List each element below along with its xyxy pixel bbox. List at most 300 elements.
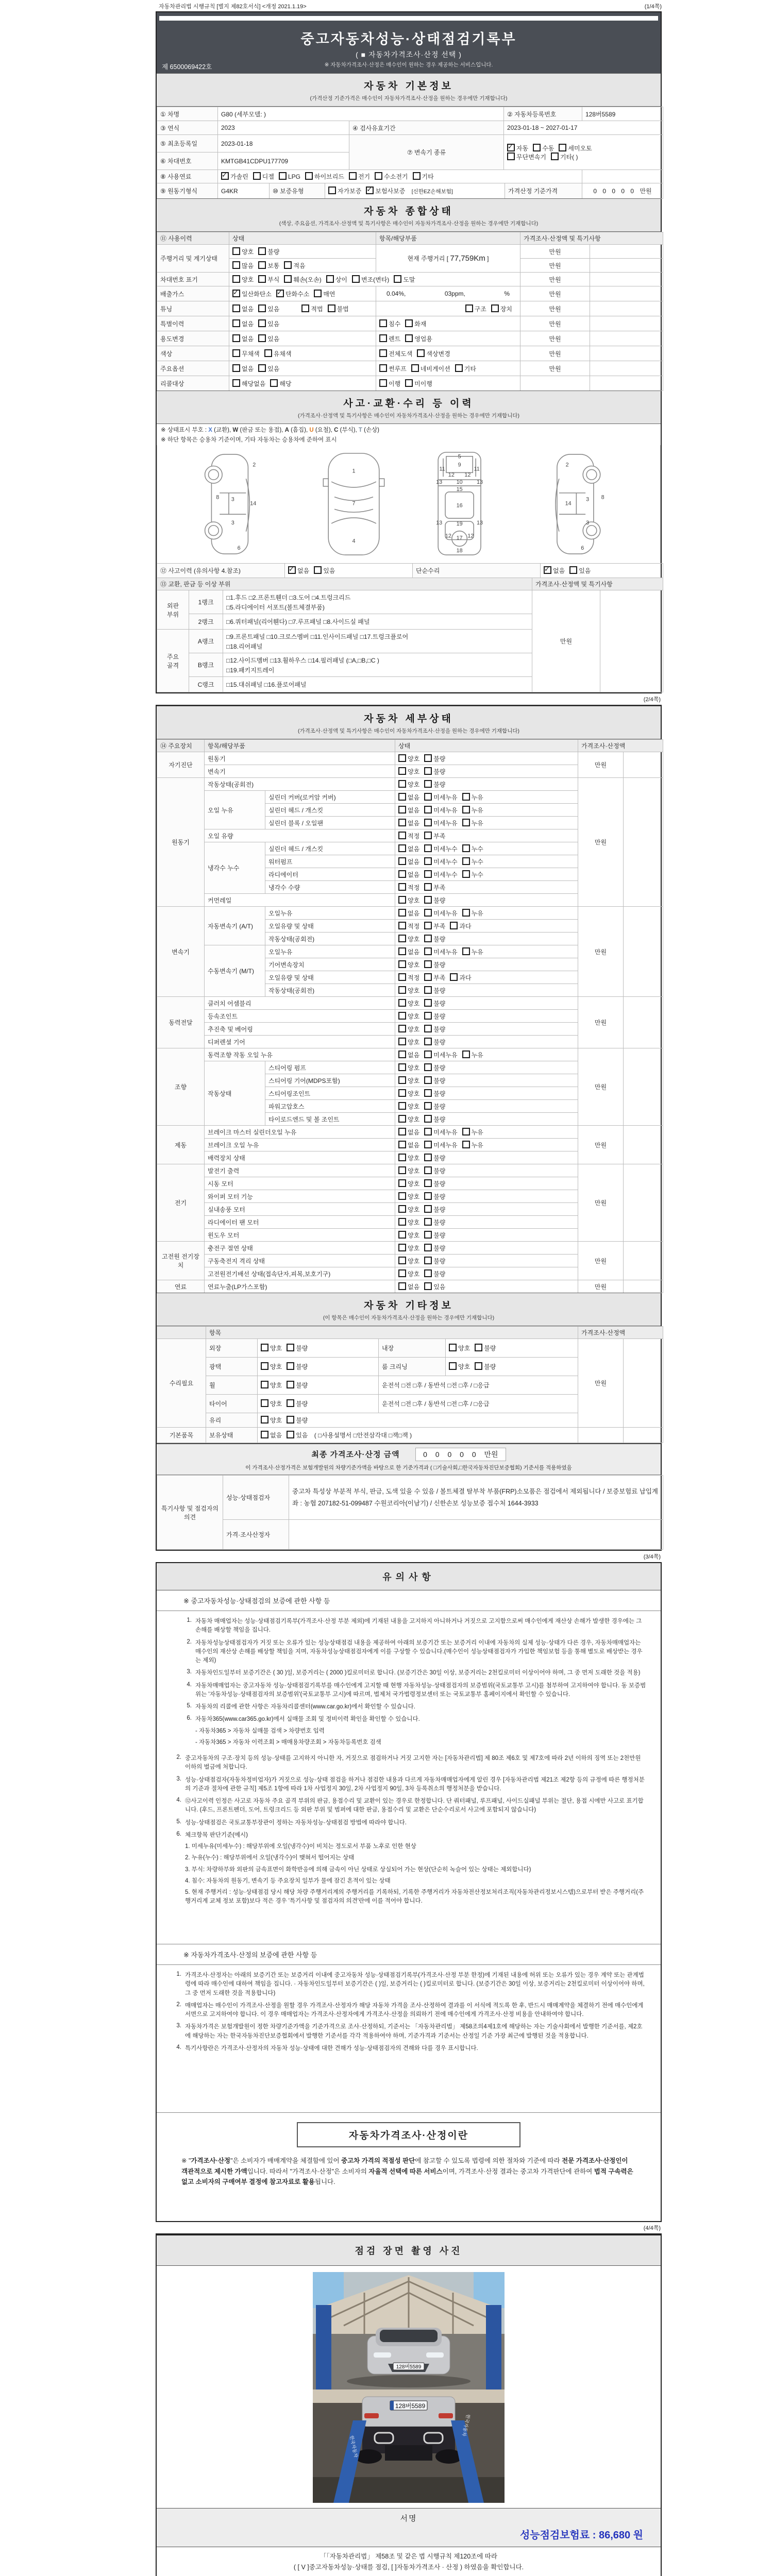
checkbox-icon[interactable] — [475, 1344, 482, 1351]
checkbox-option[interactable] — [424, 1102, 445, 1111]
checkbox-option[interactable] — [398, 1179, 419, 1188]
checkbox-icon[interactable] — [533, 144, 541, 151]
checkbox-option[interactable] — [232, 304, 254, 313]
checkbox-option[interactable] — [424, 819, 457, 827]
checkbox-icon[interactable] — [287, 1416, 294, 1423]
checkbox-option[interactable] — [287, 1431, 308, 1439]
checkbox-icon[interactable] — [379, 349, 387, 357]
checkbox-option[interactable] — [424, 935, 445, 943]
checkbox-option[interactable] — [455, 364, 476, 373]
checkbox-option[interactable] — [424, 922, 445, 930]
checkbox-icon[interactable] — [417, 349, 425, 357]
checkbox-option[interactable] — [232, 290, 272, 298]
checkbox-option[interactable] — [287, 1362, 308, 1371]
checkbox-icon[interactable] — [314, 566, 322, 574]
checkbox-option[interactable] — [398, 986, 419, 995]
checkbox-option[interactable] — [424, 793, 457, 802]
checkbox-option[interactable] — [398, 1218, 419, 1227]
checked-checkbox-icon[interactable] — [507, 144, 515, 151]
checkbox-option[interactable] — [424, 1115, 445, 1124]
checkbox-icon[interactable] — [264, 349, 272, 357]
checkbox-option[interactable] — [232, 275, 254, 284]
checkbox-option[interactable] — [424, 806, 457, 815]
checkbox-icon[interactable] — [379, 319, 387, 327]
checkbox-icon[interactable] — [424, 1179, 432, 1187]
checkbox-icon[interactable] — [258, 319, 266, 327]
checkbox-option[interactable] — [507, 144, 528, 152]
checkbox-icon[interactable] — [405, 379, 413, 387]
checkbox-option[interactable] — [398, 793, 419, 802]
checkbox-icon[interactable] — [424, 1128, 432, 1136]
checkbox-icon[interactable] — [379, 334, 387, 342]
checkbox-option[interactable] — [398, 1115, 419, 1124]
checkbox-option[interactable] — [413, 172, 434, 181]
checkbox-icon[interactable] — [379, 379, 387, 387]
checkbox-option[interactable] — [544, 566, 565, 575]
checkbox-icon[interactable] — [424, 1205, 432, 1213]
checkbox-icon[interactable] — [398, 1115, 406, 1123]
checkbox-icon[interactable] — [424, 999, 432, 1007]
checkbox-icon[interactable] — [232, 247, 240, 255]
checkbox-icon[interactable] — [398, 819, 406, 826]
checkbox-icon[interactable] — [232, 319, 240, 327]
checkbox-icon[interactable] — [424, 767, 432, 775]
checkbox-icon[interactable] — [398, 1257, 406, 1264]
checkbox-option[interactable] — [398, 1141, 419, 1149]
checkbox-option[interactable] — [398, 806, 419, 815]
checkbox-icon[interactable] — [424, 960, 432, 968]
checkbox-icon[interactable] — [398, 793, 406, 801]
checkbox-icon[interactable] — [424, 896, 432, 904]
checkbox-icon[interactable] — [398, 857, 406, 865]
checkbox-option[interactable] — [261, 1399, 282, 1408]
checkbox-icon[interactable] — [398, 1231, 406, 1239]
checkbox-option[interactable] — [398, 1025, 419, 1033]
checkbox-icon[interactable] — [424, 1269, 432, 1277]
checkbox-option[interactable] — [394, 275, 415, 284]
checkbox-icon[interactable] — [424, 1050, 432, 1058]
checkbox-icon[interactable] — [261, 1344, 268, 1351]
checkbox-icon[interactable] — [551, 152, 559, 160]
checkbox-icon[interactable] — [398, 754, 406, 762]
checkbox-icon[interactable] — [405, 334, 413, 342]
checkbox-icon[interactable] — [232, 334, 240, 342]
checkbox-icon[interactable] — [424, 909, 432, 917]
checkbox-icon[interactable] — [491, 304, 499, 312]
checkbox-option[interactable] — [398, 767, 419, 776]
checkbox-option[interactable] — [424, 1076, 445, 1085]
checkbox-option[interactable] — [326, 275, 347, 284]
checkbox-option[interactable] — [276, 290, 309, 298]
checkbox-option[interactable] — [424, 1141, 457, 1149]
checkbox-option[interactable] — [398, 1089, 419, 1098]
checkbox-icon[interactable] — [462, 1128, 470, 1136]
checkbox-option[interactable] — [258, 261, 279, 270]
checkbox-option[interactable] — [258, 304, 279, 313]
checkbox-option[interactable] — [232, 349, 260, 358]
checkbox-icon[interactable] — [424, 1012, 432, 1020]
checkbox-icon[interactable] — [232, 304, 240, 312]
checkbox-option[interactable] — [379, 364, 407, 373]
checkbox-option[interactable] — [424, 1063, 445, 1072]
checkbox-option[interactable] — [398, 935, 419, 943]
checkbox-icon[interactable] — [398, 1076, 406, 1084]
checkbox-option[interactable] — [232, 319, 254, 328]
checkbox-icon[interactable] — [424, 947, 432, 955]
checkbox-option[interactable] — [398, 973, 419, 982]
checkbox-icon[interactable] — [398, 922, 406, 929]
checkbox-icon[interactable] — [328, 187, 336, 194]
checkbox-option[interactable] — [398, 1269, 419, 1278]
checkbox-option[interactable] — [462, 857, 483, 866]
checkbox-icon[interactable] — [305, 172, 313, 180]
checkbox-option[interactable] — [424, 1050, 457, 1059]
checkbox-option[interactable] — [349, 172, 370, 181]
checkbox-option[interactable] — [279, 172, 300, 180]
checkbox-option[interactable] — [462, 909, 483, 918]
checkbox-icon[interactable] — [462, 844, 470, 852]
checkbox-option[interactable] — [398, 1166, 419, 1175]
checkbox-option[interactable] — [398, 1205, 419, 1214]
checkbox-icon[interactable] — [398, 909, 406, 917]
checkbox-icon[interactable] — [270, 379, 278, 387]
checkbox-option[interactable] — [417, 349, 450, 358]
checkbox-option[interactable] — [424, 844, 457, 853]
checkbox-option[interactable] — [258, 247, 279, 256]
checkbox-option[interactable] — [232, 364, 254, 373]
checkbox-option[interactable] — [314, 566, 335, 575]
checkbox-option[interactable] — [424, 780, 445, 789]
checkbox-icon[interactable] — [424, 844, 432, 852]
checkbox-option[interactable] — [352, 275, 389, 284]
checkbox-icon[interactable] — [424, 806, 432, 814]
checkbox-icon[interactable] — [284, 261, 292, 269]
checkbox-icon[interactable] — [424, 1089, 432, 1097]
checkbox-icon[interactable] — [398, 1269, 406, 1277]
checkbox-icon[interactable] — [424, 1166, 432, 1174]
checkbox-option[interactable] — [424, 1154, 445, 1162]
checkbox-icon[interactable] — [398, 844, 406, 852]
checkbox-icon[interactable] — [424, 1076, 432, 1084]
checkbox-icon[interactable] — [398, 1012, 406, 1020]
checkbox-option[interactable] — [398, 819, 419, 827]
checkbox-icon[interactable] — [253, 172, 261, 180]
checkbox-option[interactable] — [398, 1231, 419, 1240]
checkbox-option[interactable] — [424, 909, 457, 918]
checkbox-option[interactable] — [398, 896, 419, 905]
checkbox-icon[interactable] — [394, 275, 401, 283]
checkbox-option[interactable] — [232, 334, 254, 343]
checkbox-option[interactable] — [398, 754, 419, 763]
checkbox-icon[interactable] — [424, 1192, 432, 1200]
checkbox-icon[interactable] — [424, 857, 432, 865]
checked-checkbox-icon[interactable] — [221, 172, 229, 180]
checkbox-icon[interactable] — [398, 1244, 406, 1251]
checkbox-option[interactable] — [398, 832, 419, 840]
checkbox-icon[interactable] — [314, 290, 322, 297]
checkbox-option[interactable] — [270, 379, 291, 388]
checkbox-option[interactable] — [232, 261, 254, 270]
checkbox-icon[interactable] — [462, 819, 470, 826]
checkbox-option[interactable] — [449, 1362, 470, 1371]
checkbox-option[interactable] — [424, 947, 457, 956]
checkbox-option[interactable] — [379, 334, 400, 343]
checkbox-option[interactable] — [258, 275, 279, 284]
checkbox-icon[interactable] — [424, 1218, 432, 1226]
checkbox-icon[interactable] — [398, 870, 406, 878]
checkbox-option[interactable] — [398, 909, 419, 918]
checkbox-option[interactable] — [314, 290, 335, 298]
checkbox-icon[interactable] — [398, 1205, 406, 1213]
checkbox-option[interactable] — [533, 144, 554, 152]
checkbox-icon[interactable] — [232, 275, 240, 283]
checkbox-option[interactable] — [405, 334, 432, 343]
checkbox-icon[interactable] — [424, 1282, 432, 1290]
checkbox-icon[interactable] — [287, 1431, 294, 1438]
checkbox-icon[interactable] — [261, 1399, 268, 1407]
checkbox-option[interactable] — [424, 1231, 445, 1240]
checkbox-icon[interactable] — [284, 275, 292, 283]
checkbox-icon[interactable] — [398, 806, 406, 814]
checkbox-option[interactable] — [264, 349, 292, 358]
checkbox-option[interactable] — [450, 973, 471, 982]
checkbox-icon[interactable] — [449, 1344, 457, 1351]
checkbox-option[interactable] — [462, 844, 483, 853]
checkbox-option[interactable] — [424, 1192, 445, 1201]
checkbox-icon[interactable] — [462, 909, 470, 917]
checkbox-icon[interactable] — [261, 1362, 268, 1370]
checkbox-option[interactable] — [569, 566, 591, 575]
checkbox-option[interactable] — [424, 1025, 445, 1033]
checkbox-icon[interactable] — [424, 1154, 432, 1161]
checkbox-icon[interactable] — [398, 1128, 406, 1136]
checkbox-option[interactable] — [424, 767, 445, 776]
checkbox-option[interactable] — [398, 780, 419, 789]
checkbox-icon[interactable] — [398, 999, 406, 1007]
checkbox-icon[interactable] — [475, 1362, 482, 1370]
checkbox-icon[interactable] — [424, 1038, 432, 1045]
checkbox-option[interactable] — [398, 1257, 419, 1265]
checkbox-option[interactable] — [379, 319, 400, 328]
checkbox-icon[interactable] — [424, 986, 432, 994]
checkbox-icon[interactable] — [424, 870, 432, 878]
checkbox-option[interactable] — [462, 870, 483, 879]
checkbox-icon[interactable] — [398, 947, 406, 955]
checkbox-icon[interactable] — [455, 364, 463, 372]
checkbox-option[interactable] — [398, 1282, 419, 1291]
checkbox-icon[interactable] — [398, 1282, 406, 1290]
checkbox-option[interactable] — [424, 1205, 445, 1214]
checked-checkbox-icon[interactable] — [288, 566, 296, 574]
checkbox-option[interactable] — [261, 1416, 282, 1425]
checkbox-option[interactable] — [288, 566, 309, 575]
checkbox-icon[interactable] — [301, 304, 309, 312]
checkbox-option[interactable] — [398, 883, 419, 892]
checkbox-icon[interactable] — [398, 780, 406, 788]
checkbox-option[interactable] — [232, 247, 254, 256]
checkbox-icon[interactable] — [424, 793, 432, 801]
checkbox-option[interactable] — [424, 870, 457, 879]
checkbox-option[interactable] — [379, 349, 412, 358]
checkbox-icon[interactable] — [424, 1231, 432, 1239]
checkbox-option[interactable] — [424, 960, 445, 969]
checkbox-icon[interactable] — [232, 379, 240, 387]
checkbox-icon[interactable] — [424, 754, 432, 762]
checkbox-icon[interactable] — [232, 261, 240, 269]
checkbox-option[interactable] — [301, 304, 323, 313]
checkbox-icon[interactable] — [258, 261, 266, 269]
checkbox-option[interactable] — [424, 1179, 445, 1188]
checkbox-option[interactable] — [398, 947, 419, 956]
checkbox-option[interactable] — [398, 1038, 419, 1046]
checkbox-option[interactable] — [424, 1218, 445, 1227]
checked-checkbox-icon[interactable] — [276, 290, 284, 297]
checkbox-option[interactable] — [398, 1102, 419, 1111]
checkbox-option[interactable] — [559, 144, 592, 152]
checkbox-option[interactable] — [398, 1192, 419, 1201]
checkbox-option[interactable] — [462, 1050, 483, 1059]
checkbox-option[interactable] — [450, 922, 471, 930]
checkbox-option[interactable] — [398, 857, 419, 866]
checkbox-option[interactable] — [462, 793, 483, 802]
checkbox-icon[interactable] — [258, 334, 266, 342]
checkbox-icon[interactable] — [398, 832, 406, 839]
checkbox-option[interactable] — [398, 1063, 419, 1072]
checkbox-icon[interactable] — [424, 1244, 432, 1251]
checkbox-icon[interactable] — [261, 1381, 268, 1388]
checkbox-option[interactable] — [475, 1344, 496, 1352]
checkbox-icon[interactable] — [287, 1344, 294, 1351]
checkbox-option[interactable] — [424, 857, 457, 866]
checkbox-option[interactable] — [305, 172, 344, 181]
checkbox-option[interactable] — [551, 152, 578, 161]
checkbox-icon[interactable] — [232, 364, 240, 372]
checkbox-option[interactable] — [328, 304, 349, 313]
checkbox-option[interactable] — [398, 1076, 419, 1085]
checkbox-icon[interactable] — [465, 304, 473, 312]
checkbox-option[interactable] — [398, 1012, 419, 1021]
checkbox-icon[interactable] — [398, 1218, 406, 1226]
checkbox-option[interactable] — [424, 1166, 445, 1175]
checkbox-option[interactable] — [424, 1244, 445, 1252]
checkbox-icon[interactable] — [379, 364, 387, 372]
checkbox-option[interactable] — [287, 1344, 308, 1352]
checkbox-option[interactable] — [398, 1050, 419, 1059]
checkbox-icon[interactable] — [398, 1038, 406, 1045]
checkbox-option[interactable] — [284, 261, 305, 270]
checkbox-icon[interactable] — [398, 1154, 406, 1161]
checkbox-option[interactable] — [284, 275, 321, 284]
checkbox-option[interactable] — [462, 819, 483, 827]
checkbox-option[interactable] — [221, 172, 248, 181]
checkbox-icon[interactable] — [424, 935, 432, 942]
checkbox-option[interactable] — [287, 1416, 308, 1425]
checkbox-option[interactable] — [258, 364, 279, 373]
checkbox-icon[interactable] — [328, 304, 335, 312]
checkbox-option[interactable] — [398, 1244, 419, 1252]
checkbox-icon[interactable] — [462, 870, 470, 878]
checkbox-option[interactable] — [462, 1141, 483, 1149]
checkbox-option[interactable] — [287, 1381, 308, 1389]
checkbox-option[interactable] — [258, 319, 279, 328]
checkbox-option[interactable] — [411, 364, 450, 373]
checked-checkbox-icon[interactable] — [544, 566, 551, 574]
checkbox-option[interactable] — [398, 1128, 419, 1137]
checkbox-icon[interactable] — [462, 947, 470, 955]
checkbox-option[interactable] — [398, 870, 419, 879]
checkbox-icon[interactable] — [424, 1102, 432, 1110]
checkbox-icon[interactable] — [398, 1102, 406, 1110]
checkbox-option[interactable] — [424, 754, 445, 763]
checkbox-icon[interactable] — [287, 1381, 294, 1388]
checkbox-icon[interactable] — [559, 144, 566, 151]
checkbox-option[interactable] — [462, 947, 483, 956]
checkbox-icon[interactable] — [398, 896, 406, 904]
checkbox-option[interactable] — [405, 319, 426, 328]
checkbox-icon[interactable] — [261, 1416, 268, 1423]
checkbox-icon[interactable] — [413, 172, 421, 180]
checkbox-icon[interactable] — [424, 922, 432, 929]
checkbox-option[interactable] — [261, 1344, 282, 1352]
checkbox-icon[interactable] — [569, 566, 577, 574]
checked-checkbox-icon[interactable] — [366, 187, 374, 194]
checkbox-icon[interactable] — [449, 1362, 457, 1370]
checkbox-option[interactable] — [398, 999, 419, 1008]
checkbox-option[interactable] — [424, 973, 445, 982]
checkbox-option[interactable] — [424, 1269, 445, 1278]
checkbox-option[interactable] — [491, 304, 512, 313]
checkbox-icon[interactable] — [352, 275, 360, 283]
checkbox-icon[interactable] — [398, 1179, 406, 1187]
checkbox-icon[interactable] — [349, 172, 357, 180]
checkbox-option[interactable] — [507, 152, 546, 161]
checkbox-icon[interactable] — [411, 364, 419, 372]
checkbox-icon[interactable] — [287, 1399, 294, 1407]
checkbox-option[interactable] — [449, 1344, 470, 1352]
checkbox-option[interactable] — [261, 1362, 282, 1371]
checkbox-option[interactable] — [232, 379, 265, 388]
checkbox-option[interactable] — [424, 1038, 445, 1046]
checkbox-option[interactable] — [398, 960, 419, 969]
checkbox-option[interactable] — [398, 922, 419, 930]
checkbox-option[interactable] — [424, 1257, 445, 1265]
checkbox-icon[interactable] — [424, 819, 432, 826]
checkbox-icon[interactable] — [375, 172, 382, 180]
checkbox-icon[interactable] — [398, 1192, 406, 1200]
checkbox-icon[interactable] — [424, 1115, 432, 1123]
checkbox-icon[interactable] — [398, 935, 406, 942]
checkbox-icon[interactable] — [424, 1025, 432, 1032]
checkbox-icon[interactable] — [424, 1257, 432, 1264]
checkbox-icon[interactable] — [398, 1089, 406, 1097]
checkbox-option[interactable] — [475, 1362, 496, 1371]
checkbox-option[interactable] — [424, 999, 445, 1008]
checkbox-icon[interactable] — [398, 1141, 406, 1148]
checkbox-option[interactable] — [366, 187, 405, 195]
checkbox-icon[interactable] — [398, 1025, 406, 1032]
checkbox-icon[interactable] — [258, 364, 266, 372]
checkbox-option[interactable] — [424, 1282, 445, 1291]
checkbox-icon[interactable] — [507, 152, 515, 160]
checkbox-option[interactable] — [424, 1089, 445, 1098]
checkbox-icon[interactable] — [398, 960, 406, 968]
checkbox-option[interactable] — [424, 1012, 445, 1021]
checkbox-icon[interactable] — [462, 806, 470, 814]
checkbox-icon[interactable] — [232, 349, 240, 357]
checkbox-icon[interactable] — [424, 1063, 432, 1071]
checkbox-icon[interactable] — [398, 1063, 406, 1071]
checkbox-icon[interactable] — [398, 1166, 406, 1174]
